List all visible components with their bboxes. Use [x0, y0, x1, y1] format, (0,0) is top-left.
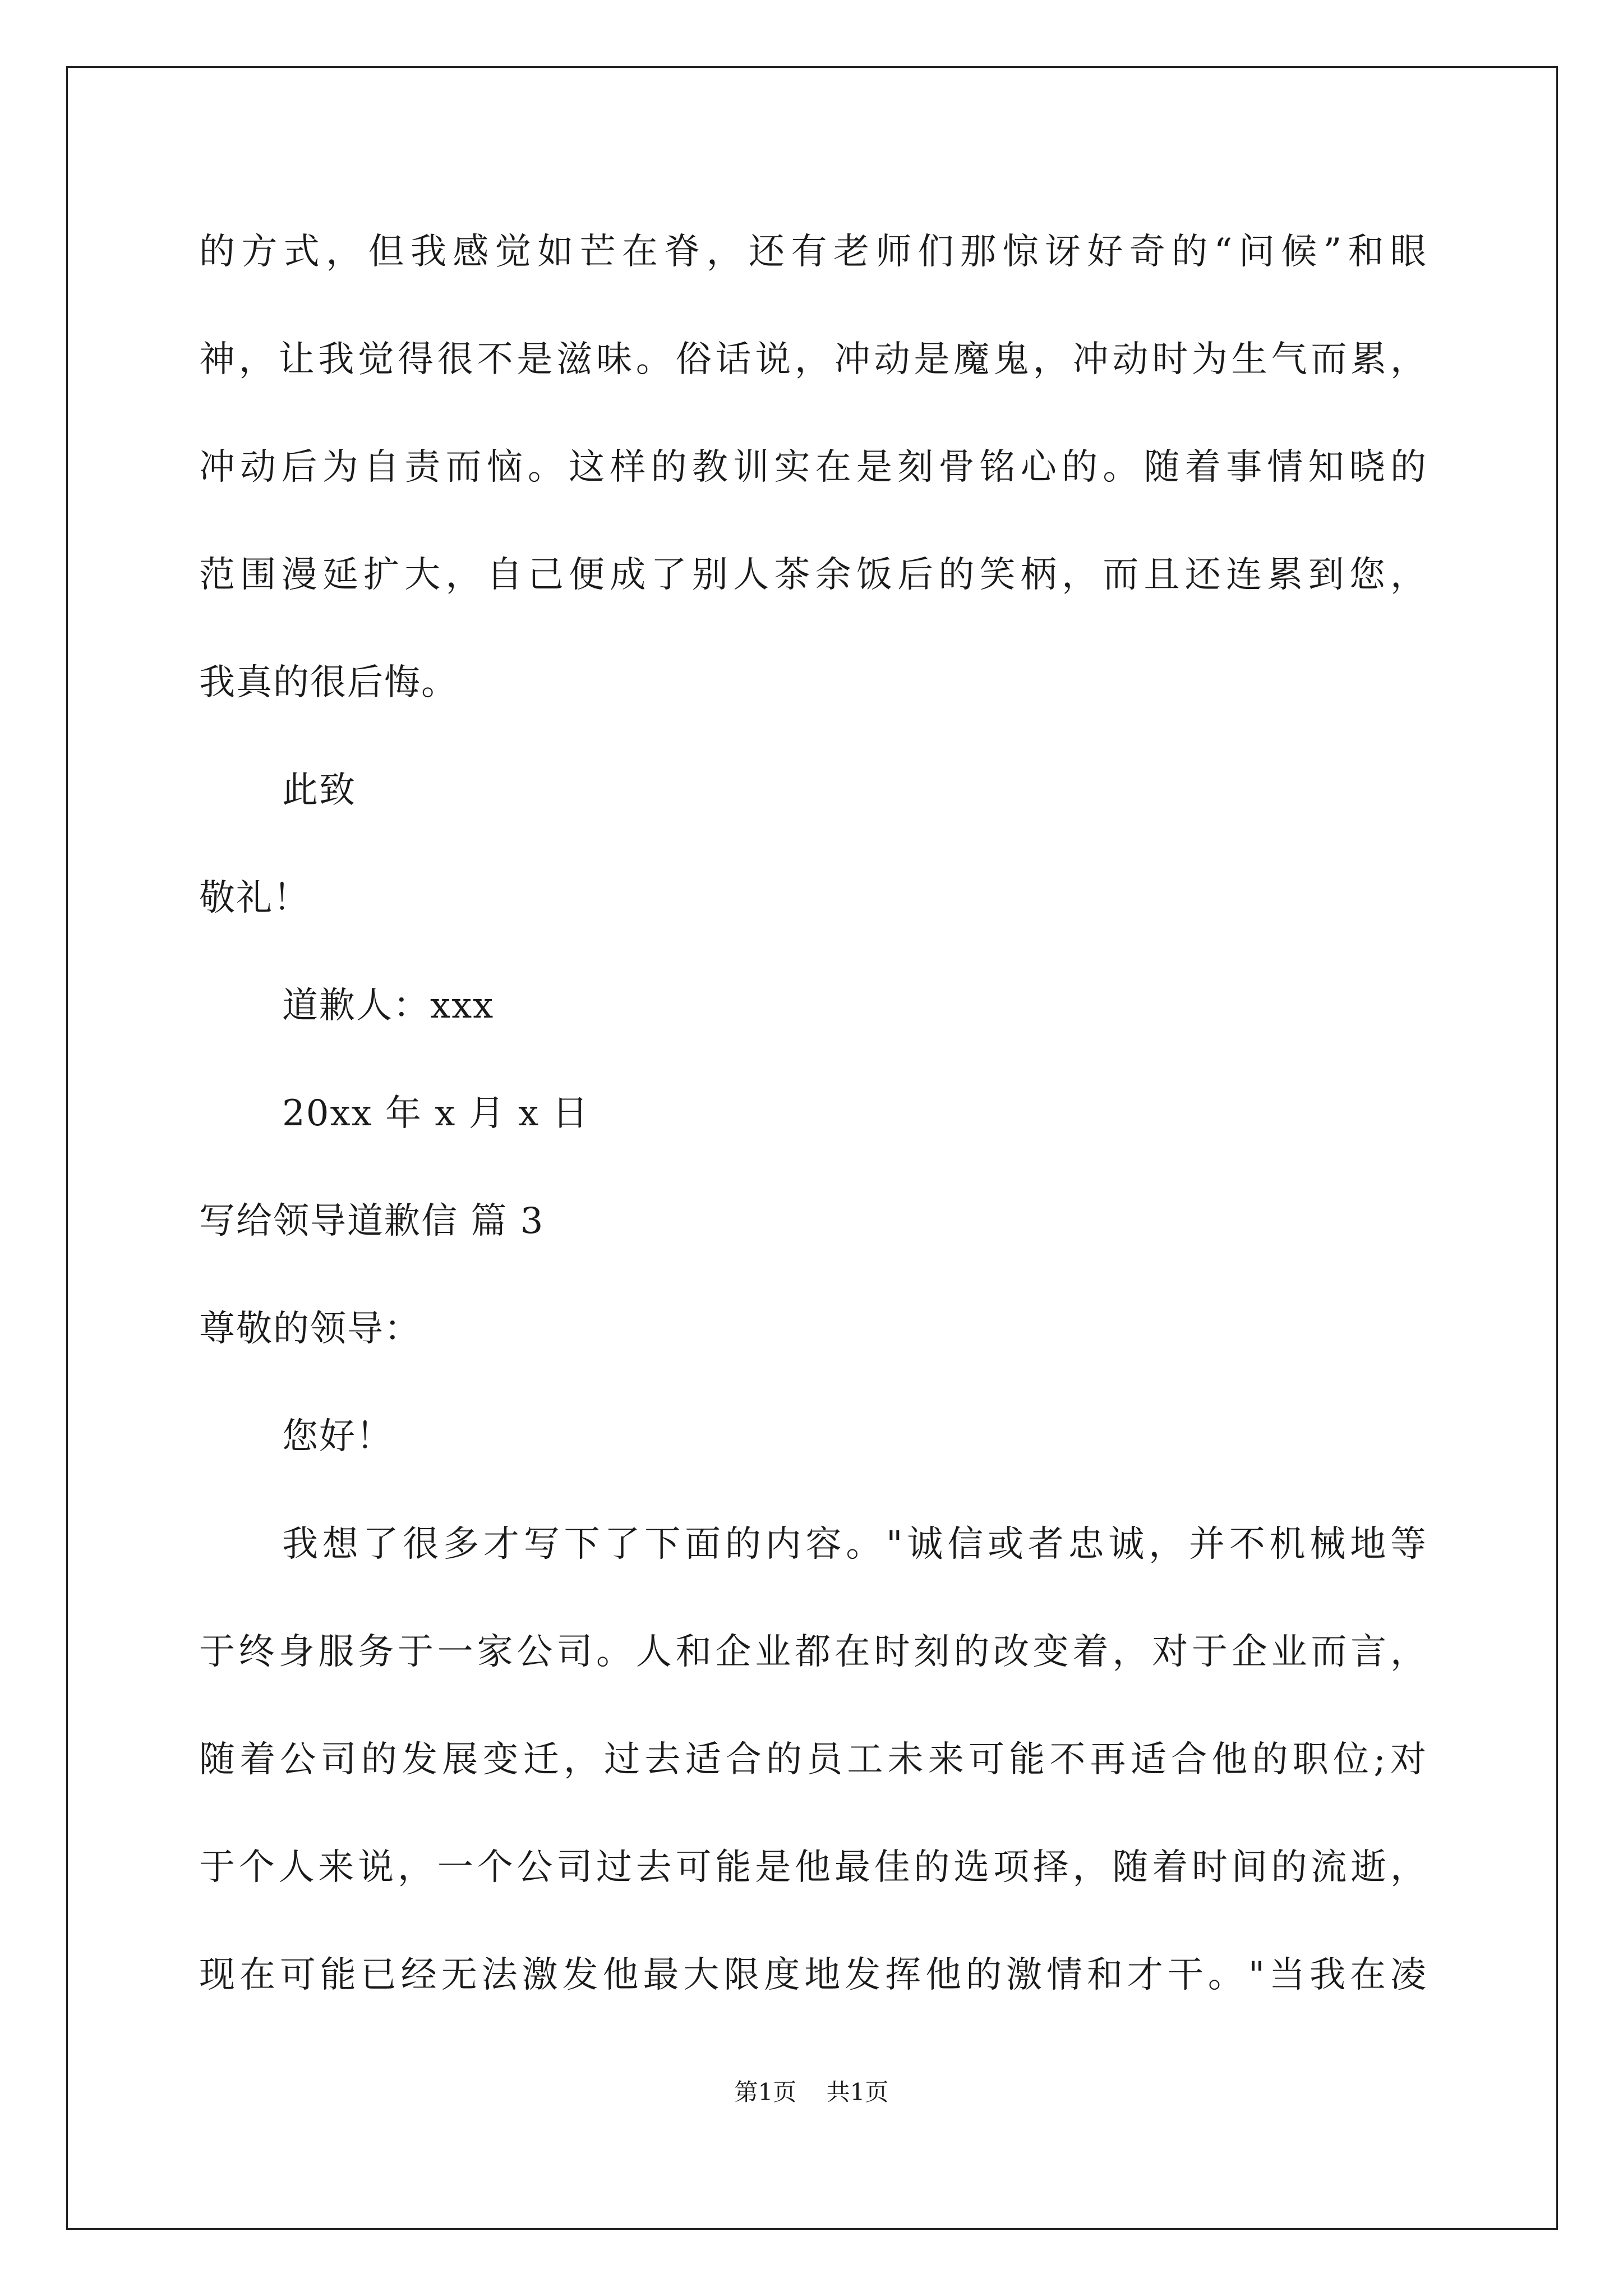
date-line: 20xx 年 x 月 x 日	[282, 1093, 589, 1134]
text-line: 我真的很后悔。	[199, 662, 458, 703]
page-number-footer: 第1页 共1页	[734, 2078, 889, 2106]
letter-salutation: 尊敬的领导：	[199, 1308, 421, 1350]
text-line: 冲动后为自责而恼。这样的教训实在是刻骨铭心的。随着事情知晓的	[199, 447, 1427, 488]
text-line: 现在可能已经无法激发他最大限度地发挥他的激情和才干。"当我在凌	[199, 1954, 1427, 1996]
text-line: 神，让我觉得很不是滋味。俗话说，冲动是魔鬼，冲动时为生气而累，	[199, 339, 1427, 380]
greeting-line: 您好！	[282, 1416, 393, 1457]
text-line: 随着公司的发展变迁，过去适合的员工未来可能不再适合他的职位;对	[199, 1739, 1427, 1780]
closing-salutation: 此致	[282, 770, 356, 811]
text-line: 于个人来说，一个公司过去可能是他最佳的选项择，随着时间的流逝，	[199, 1847, 1427, 1888]
letter-body	[199, 219, 1427, 2050]
text-line: 于终身服务于一家公司。人和企业都在时刻的改变着，对于企业而言，	[199, 1631, 1427, 1673]
text-line: 范围漫延扩大，自己便成了别人茶余饭后的笑柄，而且还连累到您，	[199, 554, 1427, 596]
text-line: 的方式，但我感觉如芒在脊，还有老师们那惊讶好奇的“问候”和眼	[199, 231, 1427, 273]
section-heading: 写给领导道歉信 篇 3	[199, 1200, 545, 1242]
text-line: 我想了很多才写下了下面的内容。"诚信或者忠诚，并不机械地等	[282, 1524, 1427, 1565]
signature-line: 道歉人：xxx	[282, 985, 495, 1027]
closing-regards: 敬礼！	[199, 877, 310, 919]
